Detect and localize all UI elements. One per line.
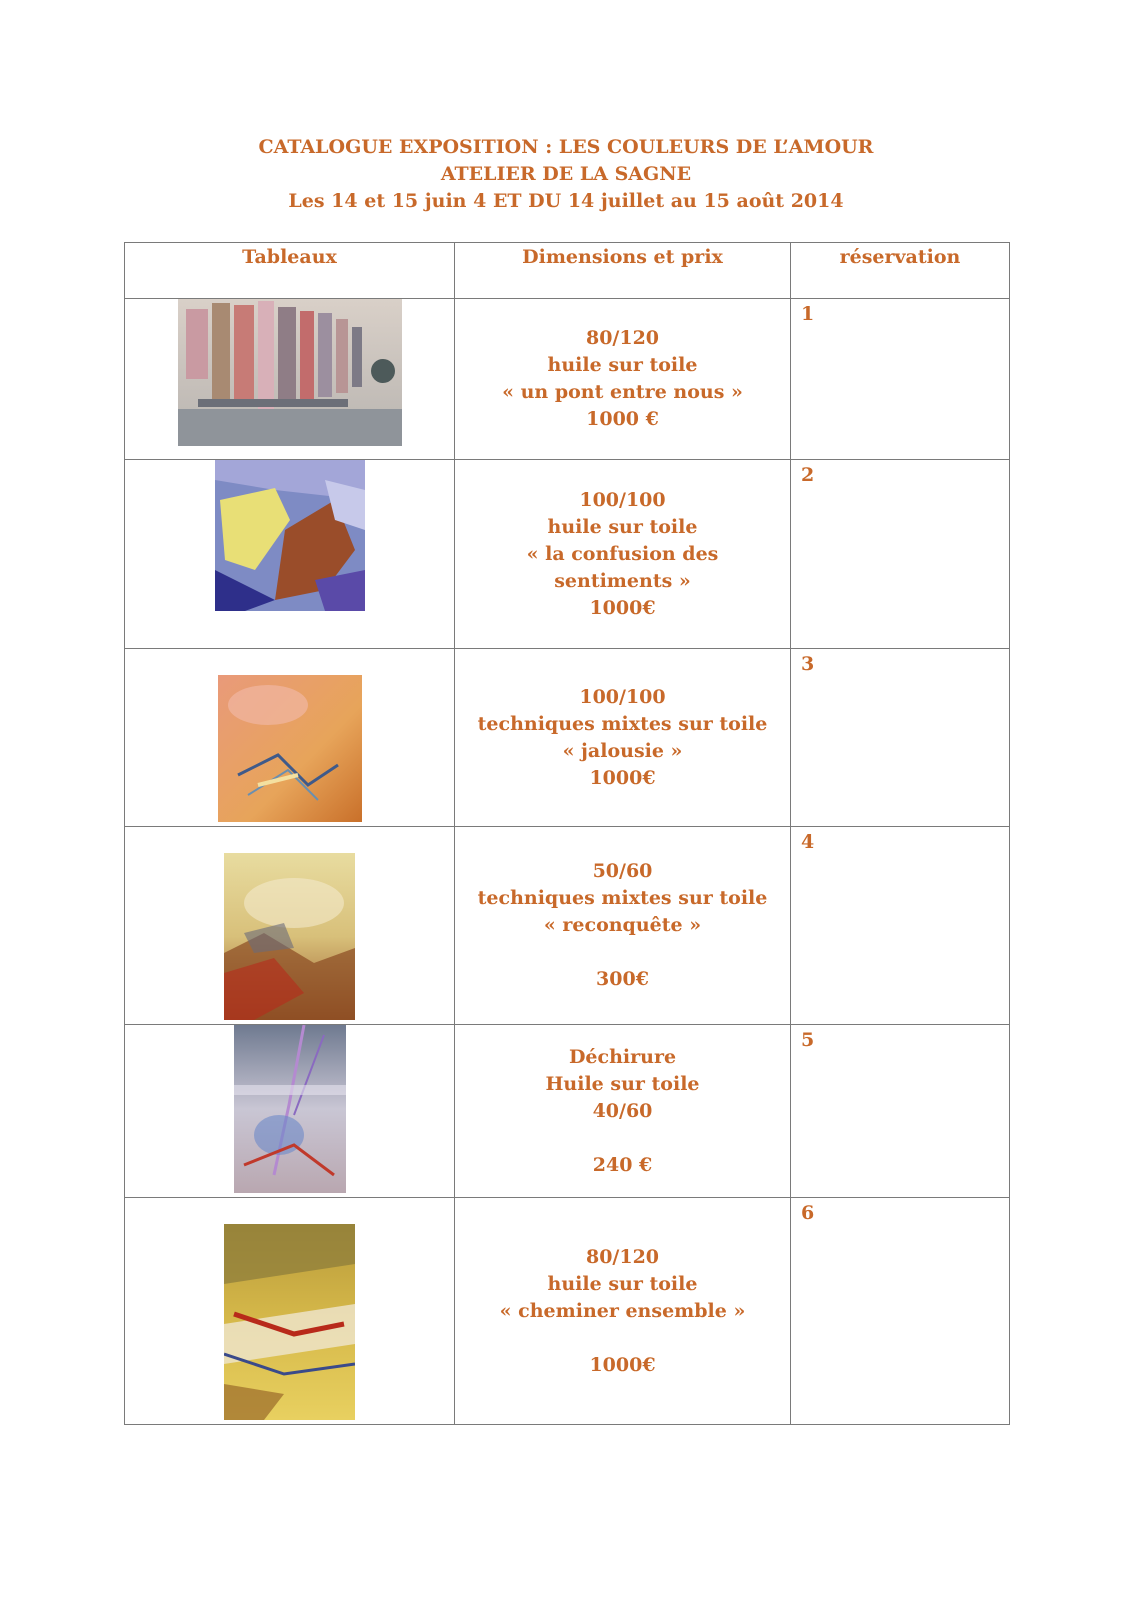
desc-line: 50/60 <box>592 860 653 882</box>
desc-line: 300€ <box>596 968 649 990</box>
dimensions-price-cell <box>455 827 791 1025</box>
column-header-dimensions: Dimensions et prix <box>455 243 791 299</box>
dimensions-price-cell <box>455 460 791 649</box>
desc-line: 100/100 <box>579 488 666 511</box>
reservation-number: 6 <box>791 1198 1010 1425</box>
painting-image-5 <box>234 1025 346 1193</box>
table-row <box>125 827 1010 1025</box>
desc-line: 40/60 <box>592 1099 653 1122</box>
dimensions-price-cell <box>455 299 791 460</box>
desc-line: huile sur toile <box>547 354 698 376</box>
desc-line: Déchirure <box>568 1045 677 1068</box>
catalog-header <box>0 134 1132 215</box>
catalog-table <box>124 242 1010 1425</box>
desc-line: « cheminer ensemble » <box>499 1299 746 1322</box>
desc-line: « un pont entre nous » <box>502 381 743 403</box>
column-header-reservation: réservation <box>791 243 1010 299</box>
desc-line: « la confusion des <box>526 542 719 565</box>
reservation-number: 1 <box>791 299 1010 460</box>
dimensions-price-cell <box>455 649 791 827</box>
desc-line: 240 € <box>592 1153 653 1176</box>
desc-line: 1000 € <box>586 408 659 430</box>
reservation-number: 3 <box>791 649 1010 827</box>
desc-line: techniques mixtes sur toile <box>477 887 768 909</box>
desc-line: « reconquête » <box>543 914 702 936</box>
desc-line: 80/120 <box>585 327 660 349</box>
desc-line <box>455 1325 790 1352</box>
painting-cell <box>125 460 455 649</box>
desc-line <box>455 1125 790 1152</box>
desc-line: techniques mixtes sur toile <box>477 712 768 735</box>
desc-line: 1000€ <box>589 596 656 619</box>
table-header-row <box>125 243 1010 299</box>
reservation-number: 4 <box>791 827 1010 1025</box>
painting-image-6 <box>224 1224 355 1420</box>
desc-line: « jalousie » <box>562 739 683 762</box>
painting-cell <box>125 299 455 460</box>
painting-image-1 <box>178 299 402 446</box>
reservation-number: 5 <box>791 1025 1010 1198</box>
desc-line: 1000€ <box>589 766 656 789</box>
desc-line <box>455 939 790 966</box>
painting-image-2 <box>215 460 365 611</box>
dimensions-price-cell <box>455 1198 791 1425</box>
table-row <box>125 1025 1010 1198</box>
table-row <box>125 1198 1010 1425</box>
desc-line: huile sur toile <box>547 515 698 538</box>
column-header-tableaux: Tableaux <box>125 243 455 299</box>
painting-cell <box>125 1025 455 1198</box>
catalog-title: CATALOGUE EXPOSITION : LES COULEURS DE L’AMOUR <box>258 136 874 158</box>
table-row <box>125 649 1010 827</box>
desc-line: Huile sur toile <box>545 1072 700 1095</box>
dimensions-price-cell <box>455 1025 791 1198</box>
painting-cell <box>125 1198 455 1425</box>
desc-line: huile sur toile <box>547 1272 698 1295</box>
desc-line: 100/100 <box>579 685 666 708</box>
painting-cell <box>125 649 455 827</box>
painting-cell <box>125 827 455 1025</box>
painting-image-3 <box>218 675 362 822</box>
reservation-number: 2 <box>791 460 1010 649</box>
exhibition-dates: Les 14 et 15 juin 4 ET DU 14 juillet au 15 août 2014 <box>288 190 844 212</box>
painting-image-4 <box>224 853 355 1020</box>
desc-line: sentiments » <box>554 569 691 592</box>
table-row <box>125 460 1010 649</box>
atelier-name: ATELIER DE LA SAGNE <box>440 163 692 185</box>
desc-line: 80/120 <box>585 1245 660 1268</box>
desc-line: 1000€ <box>589 1353 656 1376</box>
table-row <box>125 299 1010 460</box>
